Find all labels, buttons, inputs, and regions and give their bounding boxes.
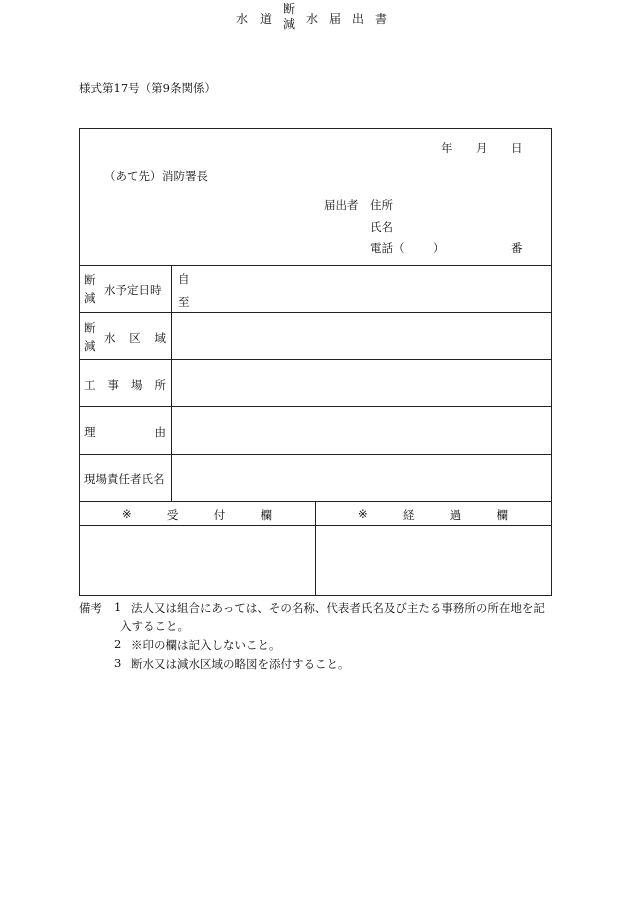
note-text: ※印の欄は記入しないこと。 xyxy=(131,638,281,652)
office-use-divider xyxy=(315,501,316,596)
site-manager-label: 現場責任者氏名 xyxy=(84,472,165,486)
note-text: 断水又は減水区域の略図を添付すること。 xyxy=(131,657,350,671)
schedule-stacked-bottom: 減 xyxy=(84,291,96,305)
title-stacked-bottom: 減 xyxy=(283,17,296,31)
row-divider xyxy=(79,359,552,360)
label-column-divider xyxy=(171,265,172,501)
form-number: 様式第17号（第9条関係） xyxy=(79,81,216,95)
schedule-to-label: 至 xyxy=(178,295,190,309)
phone-close: ） xyxy=(433,241,445,255)
reception-column-header: ※ 受 付 欄 xyxy=(122,507,272,522)
title-stacked-top: 断 xyxy=(283,2,296,16)
address-label: 住所 xyxy=(370,198,393,212)
phone-label: 電話（ xyxy=(370,241,405,255)
date-month-label: 月 xyxy=(476,141,488,155)
note-text: 法人又は組合にあっては、その名称、代表者氏名及び主たる事務所の所在地を記 xyxy=(131,601,545,615)
name-label: 氏名 xyxy=(370,220,393,234)
addressee-prefix: （あて先） xyxy=(104,169,162,183)
area-label: 水 区 域 xyxy=(104,331,166,345)
applicant-label: 届出者 xyxy=(324,198,359,212)
date-day-label: 日 xyxy=(511,141,523,155)
area-label-stack xyxy=(84,319,96,355)
title-char: 出 xyxy=(352,12,365,26)
title-char: 書 xyxy=(375,12,388,26)
title-char: 届 xyxy=(329,12,342,26)
title-char: 水 xyxy=(236,12,249,26)
schedule-from-label: 自 xyxy=(178,272,190,286)
area-stacked-bottom: 減 xyxy=(84,339,96,353)
title-char: 水 xyxy=(306,12,319,26)
row-divider xyxy=(79,406,552,407)
schedule-label-stack xyxy=(84,271,96,307)
note-text: 入すること。 xyxy=(120,619,189,633)
notes-heading: 備考 xyxy=(79,601,102,615)
note-number: 3 xyxy=(114,656,122,670)
note-number: 1 xyxy=(114,600,122,614)
area-stacked-top: 断 xyxy=(84,321,96,335)
row-divider xyxy=(79,454,552,455)
schedule-stacked-top: 断 xyxy=(84,273,96,287)
row-divider xyxy=(79,265,552,266)
addressee: 消防署長 xyxy=(162,169,208,183)
schedule-label: 水予定日時 xyxy=(104,283,162,297)
row-divider xyxy=(79,312,552,313)
site-label: 工 事 場 所 xyxy=(84,378,166,392)
note-number: 2 xyxy=(114,637,122,651)
reason-label: 理 由 xyxy=(84,425,166,439)
title-char: 道 xyxy=(260,12,273,26)
form-title xyxy=(0,0,630,30)
progress-column-header: ※ 経 過 欄 xyxy=(358,507,508,522)
phone-suffix: 番 xyxy=(511,241,523,255)
date-year-label: 年 xyxy=(441,141,453,155)
